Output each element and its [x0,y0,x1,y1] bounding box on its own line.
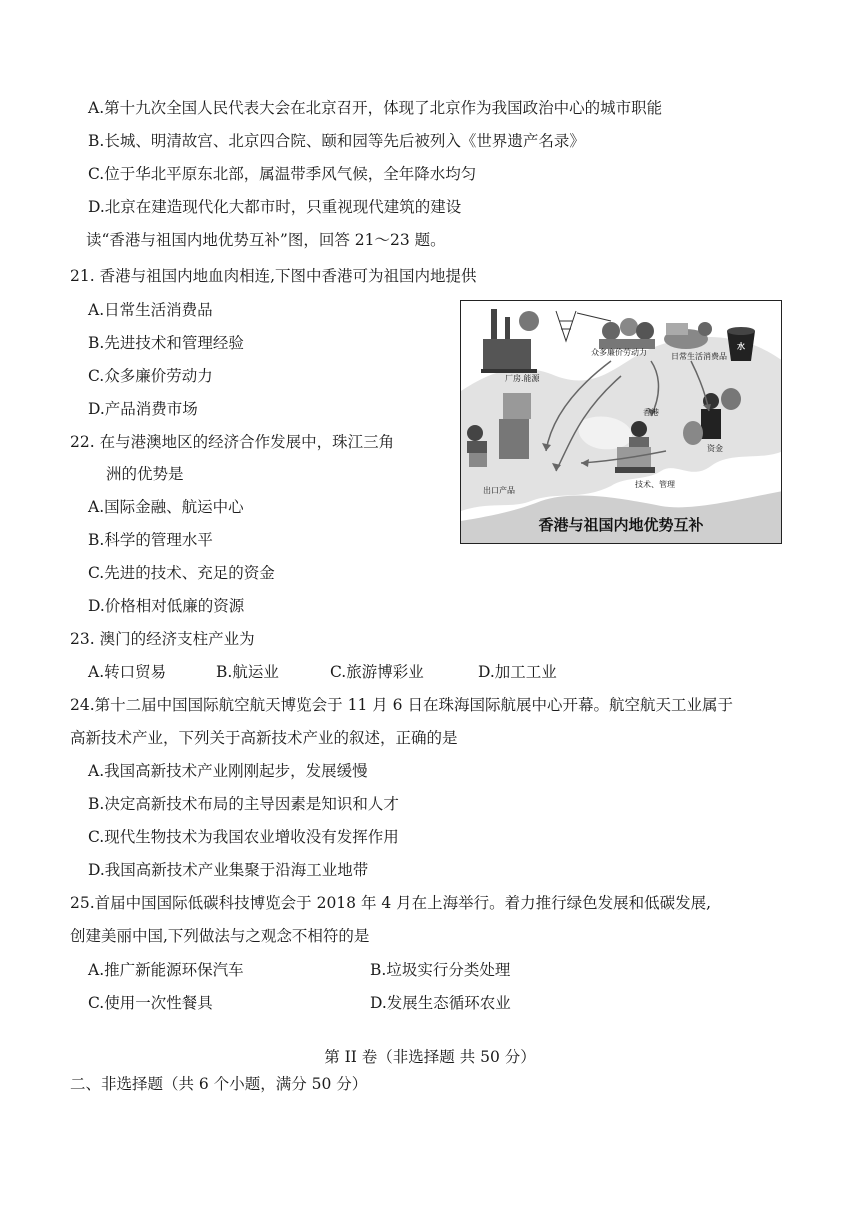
label-capital: 资金 [707,444,723,453]
q25-option-b: B.垃圾实行分类处理 [370,961,511,979]
q24-option-d: D.我国高新技术产业集聚于沿海工业地带 [88,861,369,879]
section2-heading: 二、非选择题（共 6 个小题，满分 50 分） [70,1075,368,1093]
label-export: 出口产品 [483,486,515,495]
q25-options-row1 [0,959,860,981]
q21-option-d: D.产品消费市场 [88,400,198,418]
q22-stem-line1: 22. 在与港澳地区的经济合作发展中，珠江三角 [70,433,395,451]
intro-21-23: 读“香港与祖国内地优势互补”图，回答 21～23 题。 [86,231,446,249]
q25-stem-line2: 创建美丽中国,下列做法与之观念不相符的是 [70,927,370,945]
q20-option-d: D.北京在建造现代化大都市时，只重视现代建筑的建设 [88,198,462,216]
q23-options-row [0,661,860,683]
q22-option-b: B.科学的管理水平 [88,531,213,549]
power-tower-icon [556,311,611,341]
figure-caption: 香港与祖国内地优势互补 [538,516,704,534]
q23-option-d: D.加工工业 [478,663,557,681]
label-tech-management: 技术、管理 [635,480,675,489]
q23-option-c: C.旅游博彩业 [330,663,424,681]
q24-option-c: C.现代生物技术为我国农业增收没有发挥作用 [88,828,399,846]
q21-option-a: A.日常生活消费品 [88,301,213,319]
q22-option-a: A.国际金融、航运中心 [88,498,244,516]
q23-stem: 23. 澳门的经济支柱产业为 [70,630,255,648]
q22-option-c: C.先进的技术、充足的资金 [88,564,275,582]
q23-option-a: A.转口贸易 [88,663,167,681]
label-consumer-goods: 日常生活消费品 [671,352,727,361]
q20-option-a: A.第十九次全国人民代表大会在北京召开，体现了北京作为我国政治中心的城市职能 [88,99,663,117]
label-factory-energy: 厂房.能源 [505,374,540,383]
q24-stem-line2: 高新技术产业，下列关于高新技术产业的叙述，正确的是 [70,729,458,747]
q25-options-row2 [0,992,860,1014]
workers-icon [599,318,655,349]
label-hongkong: 香港 [643,408,659,417]
q21-option-b: B.先进技术和管理经验 [88,334,244,352]
q24-option-a: A.我国高新技术产业刚刚起步，发展缓慢 [88,762,368,780]
q25-option-a: A.推广新能源环保汽车 [88,961,244,979]
q22-stem-line2: 洲的优势是 [106,465,184,483]
q21-stem: 21. 香港与祖国内地血肉相连,下图中香港可为祖国内地提供 [70,267,477,285]
q25-stem-line1: 25.首届中国国际低碳科技博览会于 2018 年 4 月在上海举行。着力推行绿色发展和低碳发展, [70,894,712,912]
q25-option-d: D.发展生态循环农业 [370,994,511,1012]
q20-option-c: C.位于华北平原东北部，属温带季风气候，全年降水均匀 [88,165,477,183]
q24-option-b: B.决定高新技术布局的主导因素是知识和人才 [88,795,399,813]
factory-icon [481,309,539,373]
figure-illustration [461,301,782,544]
q23-option-b: B.航运业 [216,663,279,681]
q25-option-c: C.使用一次性餐具 [88,994,213,1012]
q22-option-d: D.价格相对低廉的资源 [88,597,245,615]
hk-mainland-figure [460,300,782,544]
section2-title: 第 II 卷（非选择题 共 50 分） [324,1048,536,1066]
q21-option-c: C.众多廉价劳动力 [88,367,213,385]
q20-option-b: B.长城、明清故宫、北京四合院、颐和园等先后被列入《世界遗产名录》 [88,132,585,150]
label-water: 水 [737,342,745,351]
label-labor: 众多廉价劳动力 [591,348,647,357]
q24-stem-line1: 24.第十二届中国国际航空航天博览会于 11 月 6 日在珠海国际航展中心开幕。航空航天工业属于 [70,696,733,714]
